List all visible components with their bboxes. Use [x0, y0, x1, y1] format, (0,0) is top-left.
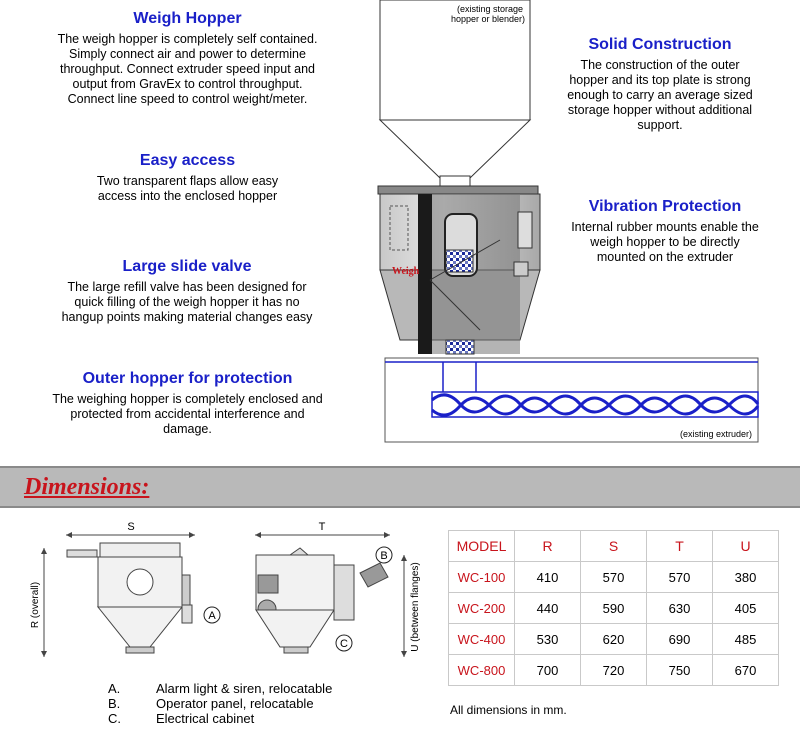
model-cell: WC-100: [449, 562, 515, 593]
model-cell: WC-200: [449, 593, 515, 624]
table-cell: 620: [581, 624, 647, 655]
table-row: [449, 562, 779, 593]
dimensions-banner: [0, 466, 800, 508]
extruder-label: (existing extruder): [679, 429, 752, 439]
feature-title: Large slide valve: [122, 258, 252, 275]
dimension-drawings: [0, 515, 440, 675]
table-cell: 750: [647, 655, 713, 686]
table-cell: 570: [647, 562, 713, 593]
storage-label-1: (existing storage: [456, 4, 524, 14]
header-s: S: [581, 531, 647, 562]
header-model: MODEL: [449, 531, 515, 562]
table-row: [449, 624, 779, 655]
table-cell: 590: [581, 593, 647, 624]
feature-text: The large refill valve has been designed for quick filling of the weigh hopper it has no hangup points making material changes easy: [61, 280, 313, 324]
table-cell: 630: [647, 593, 713, 624]
table-cell: 700: [515, 655, 581, 686]
dimensions-note: All dimensions in mm.: [450, 703, 567, 717]
header-u: U: [713, 531, 779, 562]
u-label: U (between flanges): [410, 562, 421, 652]
a-marker: A: [208, 610, 216, 622]
feature-title: Easy access: [139, 152, 236, 169]
legend-text: Electrical cabinet: [156, 711, 255, 726]
table-cell: 485: [713, 624, 779, 655]
table-row: [449, 655, 779, 686]
dimensions-title: Dimensions:: [24, 474, 150, 500]
feature-text: The weighing hopper is completely enclosed and protected from accidental interference and damage.: [52, 392, 323, 436]
model-cell: WC-800: [449, 655, 515, 686]
table-row: [449, 593, 779, 624]
table-cell: 720: [581, 655, 647, 686]
feature-text: The weigh hopper is completely self contained. Simply connect air and power to determine throughput. Connect extruder speed input and output from GravEx to control throughput. Connect line speed to control weight/meter.: [57, 32, 318, 106]
header-r: R: [515, 531, 581, 562]
legend-key: A.: [108, 681, 121, 696]
table-cell: 380: [713, 562, 779, 593]
feature-text: Two transparent flaps allow easy access into the enclosed hopper: [96, 174, 279, 203]
legend-item: [108, 696, 332, 711]
extruder: [385, 358, 758, 442]
weigh-unit: [378, 186, 540, 354]
legend-key: C.: [108, 711, 121, 726]
table-cell: 440: [515, 593, 581, 624]
side-view-drawing: [255, 521, 421, 657]
b-marker: B: [380, 550, 388, 562]
storage-label-2: hopper or blender): [450, 14, 526, 24]
feature-title: Outer hopper for protection: [82, 370, 293, 387]
legend-list: [108, 681, 332, 726]
legend-item: [108, 711, 332, 726]
c-marker: C: [340, 638, 348, 650]
legend-key: B.: [108, 696, 121, 711]
table-cell: 530: [515, 624, 581, 655]
t-label: T: [318, 521, 326, 533]
legend-item: [108, 681, 332, 696]
header-t: T: [647, 531, 713, 562]
table-cell: 690: [647, 624, 713, 655]
storage-hopper: [380, 0, 530, 186]
feature-text: The construction of the outer hopper and its top plate is strong enough to carry an average sized storage hopper without additional support.: [567, 58, 753, 132]
front-view-drawing: [30, 521, 220, 657]
feature-title: Solid Construction: [588, 36, 732, 53]
table-cell: 410: [515, 562, 581, 593]
table-cell: 405: [713, 593, 779, 624]
s-label: S: [127, 521, 135, 533]
r-label: R (overall): [30, 581, 41, 629]
table-header-row: [449, 531, 779, 562]
feature-title: Vibration Protection: [588, 198, 742, 215]
legend-text: Operator panel, relocatable: [156, 696, 314, 711]
legend-text: Alarm light & siren, relocatable: [156, 681, 333, 696]
table-cell: 570: [581, 562, 647, 593]
feature-title: Weigh Hopper: [133, 10, 242, 27]
dimensions-table: [448, 530, 779, 686]
model-cell: WC-400: [449, 624, 515, 655]
feature-text: Internal rubber mounts enable the weigh hopper to be directly mounted on the extruder: [571, 220, 759, 264]
weigh-label: Weigh: [392, 266, 420, 277]
table-cell: 670: [713, 655, 779, 686]
